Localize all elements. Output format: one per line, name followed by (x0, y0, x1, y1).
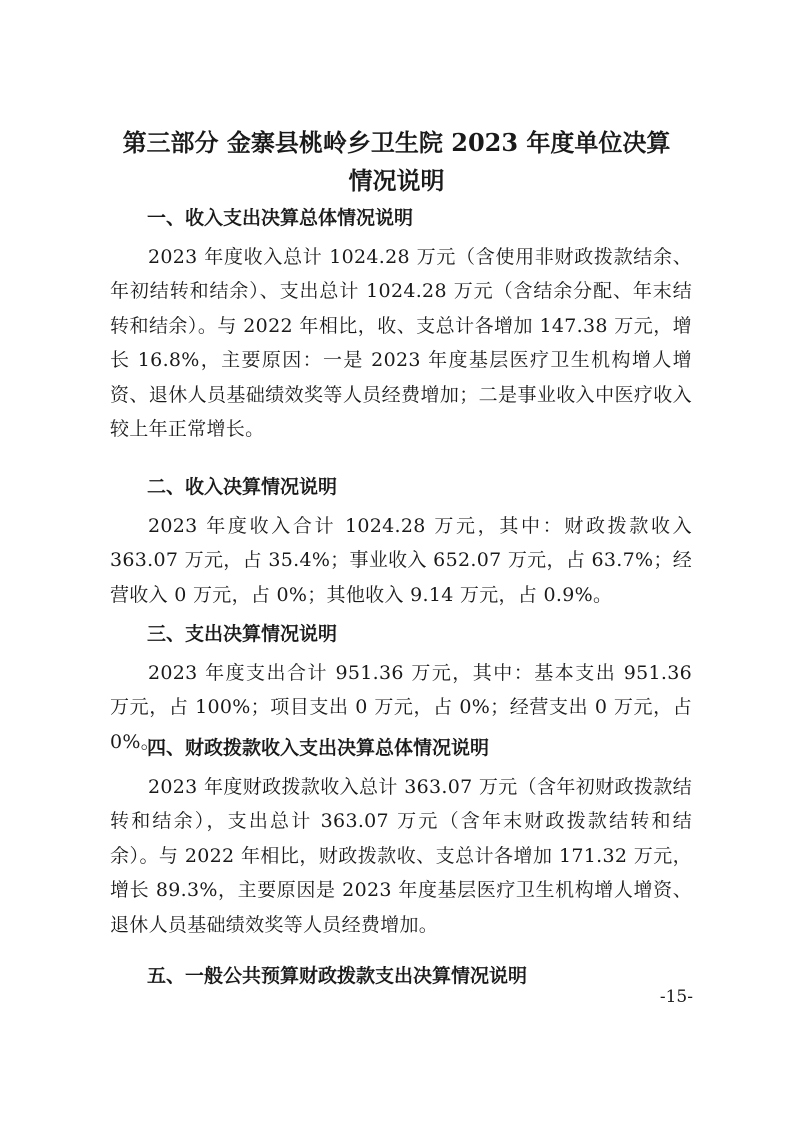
section-heading-4: 四、财政拨款收入支出决算总体情况说明 (147, 737, 490, 759)
document-title-line-2: 情况说明 (348, 166, 445, 195)
section-heading-1: 一、收入支出决算总体情况说明 (147, 207, 414, 229)
section-heading-5: 五、一般公共预算财政拨款支出决算情况说明 (147, 965, 528, 987)
section-heading-2: 二、收入决算情况说明 (147, 476, 338, 498)
section-body-2: 2023 年度收入合计 1024.28 万元，其中：财政拨款收入 363.07 万元，占 35.4%；事业收入 652.07 万元，占 63.7%；经营收入 0 万元，占 0%；其他收入 9.14 万元，占 0.9%。 (110, 515, 692, 606)
document-title-line-1: 第三部分 金寨县桃岭乡卫生院 2023 年度单位决算 (122, 128, 671, 157)
section-body-1: 2023 年度收入总计 1024.28 万元（含使用非财政拨款结余、年初结转和结余）、支出总计 1024.28 万元（含结余分配、年末结转和结余）。与 2022 年相比，收、支总计各增加 147.38 万元，增长 16.8%，主要原因：一是 2023 年度基层医疗卫生机构增人增资、退休人员基础绩效奖等人员经费增加；二是事业收入中医疗收入较上年正常增长。 (110, 246, 692, 441)
section-heading-3: 三、支出决算情况说明 (147, 623, 338, 645)
section-body-3: 2023 年度支出合计 951.36 万元，其中：基本支出 951.36 万元，占 100%；项目支出 0 万元，占 0%；经营支出 0 万元，占 0%。 (110, 662, 692, 753)
section-body-4: 2023 年度财政拨款收入总计 363.07 万元（含年初财政拨款结转和结余），支出总计 363.07 万元（含年末财政拨款结转和结余）。与 2022 年相比，财政拨款收、支总计各增加 171.32 万元，增长 89.3%，主要原因是 2023 年度基层医疗卫生机构增人增资、退休人员基础绩效奖等人员经费增加。 (110, 776, 692, 936)
page-number: -15- (659, 987, 693, 1007)
